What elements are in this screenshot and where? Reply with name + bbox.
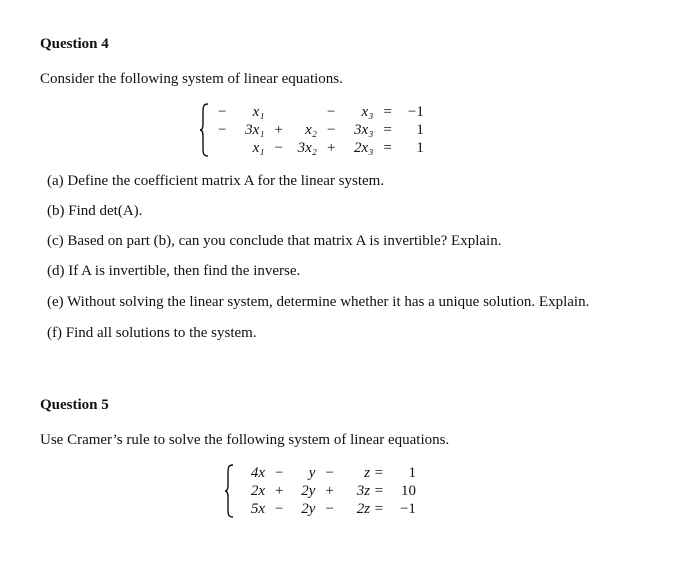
eq-cell: y: [308, 465, 316, 481]
eq-cell: 2z =: [356, 501, 384, 517]
part-f: (f) Find all solutions to the system.: [47, 325, 257, 341]
eq-cell: −1: [407, 104, 424, 120]
eq-cell: −1: [399, 501, 416, 517]
q5-equation-system: [238, 464, 421, 518]
eq-cell: −: [275, 465, 284, 481]
eq-cell: −: [325, 465, 334, 481]
eq-cell: 3x₁: [245, 122, 265, 138]
eq-cell: [213, 139, 231, 157]
eq-cell: =: [383, 140, 392, 156]
part-d: (d) If A is invertible, then find the inverse.: [47, 263, 301, 279]
eq-cell: 3z =: [356, 483, 384, 499]
q4-equation-system: [213, 103, 429, 157]
eq-cell: 4x: [250, 465, 265, 481]
eq-cell: −: [326, 122, 336, 138]
eq-cell: x₃: [361, 104, 374, 120]
equation-row: [238, 464, 421, 482]
eq-cell: [269, 103, 287, 121]
equation-row: [213, 121, 429, 139]
eq-cell: +: [325, 483, 334, 499]
part-a: (a) Define the coefficient matrix A for the linear system.: [47, 173, 385, 189]
eq-cell: 1: [408, 465, 416, 481]
eq-cell: 2y: [301, 501, 316, 517]
eq-cell: x₂: [305, 122, 317, 138]
eq-cell: −: [274, 140, 283, 156]
eq-cell: z =: [364, 465, 384, 481]
eq-cell: x₁: [252, 104, 265, 120]
eq-cell: 3x₃: [354, 122, 374, 138]
part-c: (c) Based on part (b), can you conclude that matrix A is invertible? Explain.: [47, 233, 502, 249]
eq-cell: −: [218, 104, 227, 120]
part-e: (e) Without solving the linear system, determine whether it has a unique solution. Explain.: [47, 294, 590, 310]
eq-cell: 1: [416, 122, 424, 138]
eq-cell: 1: [416, 140, 424, 156]
eq-cell: 2x: [250, 483, 265, 499]
equation-row: [213, 103, 429, 121]
equation-row: [238, 482, 421, 500]
eq-cell: 3x₂: [297, 140, 317, 156]
eq-cell: −: [218, 122, 227, 138]
eq-cell: 10: [400, 483, 416, 499]
eq-cell: +: [275, 483, 284, 499]
equation-row: [213, 139, 429, 157]
eq-cell: =: [383, 104, 392, 120]
eq-cell: 5x: [250, 501, 265, 517]
question-5-intro: Use Cramer’s rule to solve the following system of linear equations.: [40, 432, 450, 448]
eq-cell: +: [326, 140, 336, 156]
question-4-intro: Consider the following system of linear equations.: [40, 71, 343, 87]
equation-row: [238, 500, 421, 518]
eq-cell: 2x₃: [354, 140, 374, 156]
eq-cell: 2y: [301, 483, 316, 499]
question-5-title: Question 5: [40, 397, 109, 413]
eq-cell: −: [275, 501, 284, 517]
eq-cell: =: [383, 122, 392, 138]
eq-cell: x₁: [252, 140, 265, 156]
question-4-title: Question 4: [40, 36, 109, 52]
eq-cell: [288, 103, 322, 121]
left-brace-icon: [224, 464, 234, 518]
part-b: (b) Find det(A).: [47, 203, 143, 219]
eq-cell: −: [326, 104, 336, 120]
eq-cell: +: [274, 122, 283, 138]
eq-cell: −: [325, 501, 334, 517]
left-brace-icon: [199, 103, 209, 157]
